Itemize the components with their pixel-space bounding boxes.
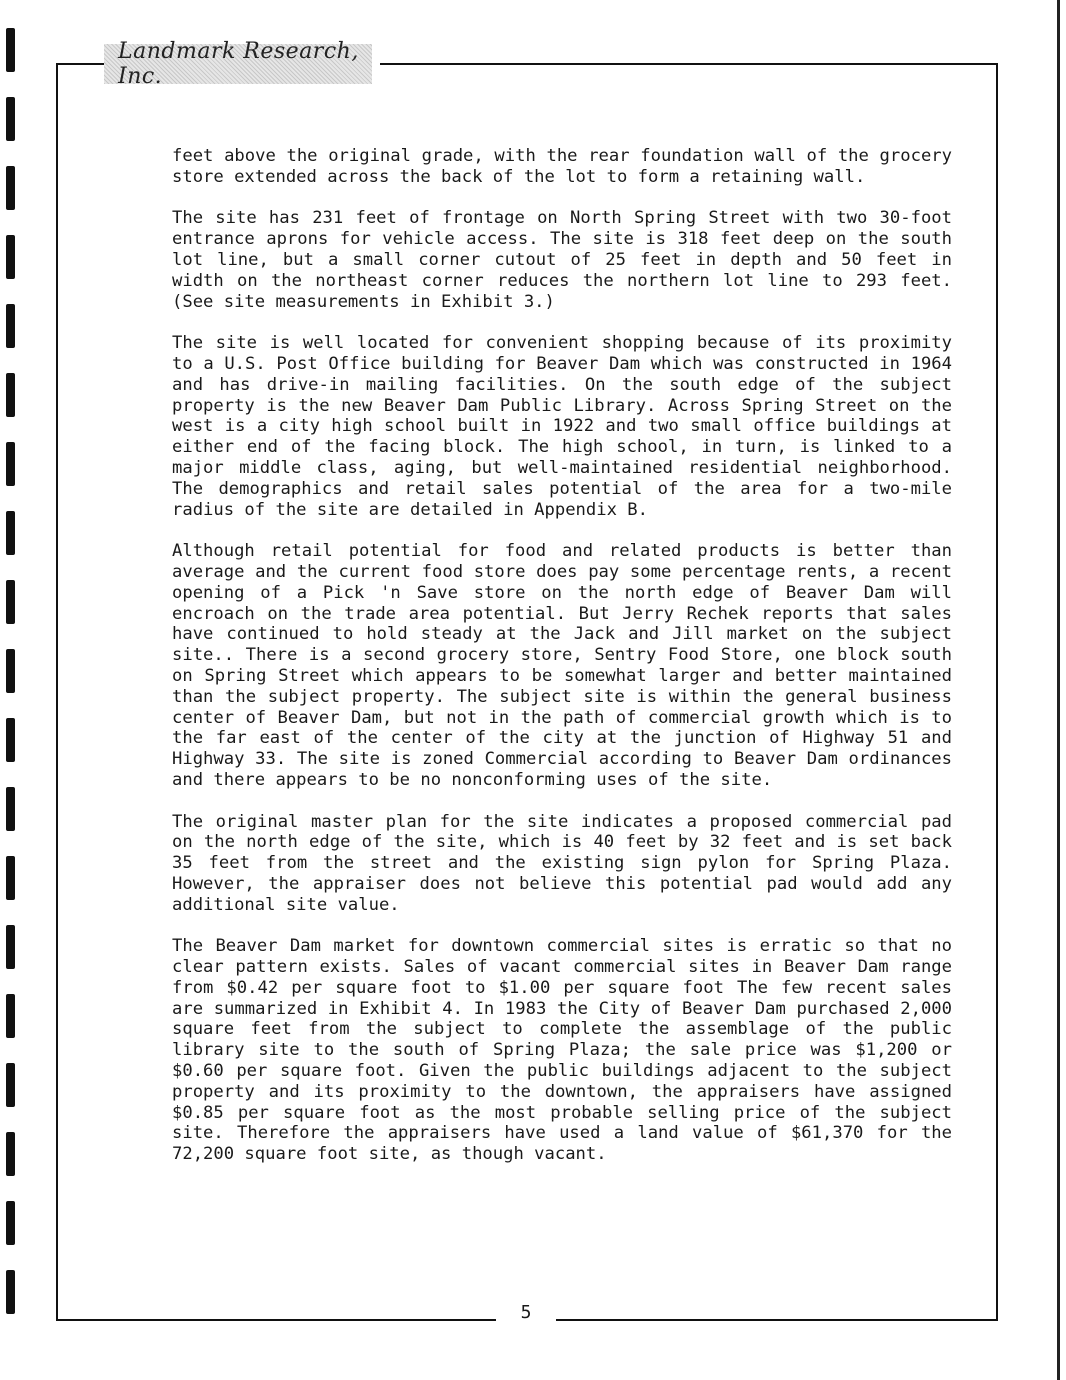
paragraph: The original master plan for the site indicates a proposed commercial pad on the north edge of the site, which is 40 feet by 32 feet and is set back 35 feet from the street and the existing sign pylon for Spring Plaza. However, the appraiser does not believe this potential pad would add any additional site value. (172, 811, 952, 915)
binding-hole-icon (6, 511, 15, 555)
binding-hole-icon (6, 97, 15, 141)
binding-hole-icon (6, 1270, 15, 1314)
binding-hole-icon (6, 1201, 15, 1245)
paragraph: The site has 231 feet of frontage on North Spring Street with two 30-foot entrance aprons for vehicle access. The site is 318 feet deep on the south lot line, but a small corner cutout of 25 feet in depth and 50 feet in width on the northeast corner reduces the northern lot line to 293 feet. (See site measurements in Exhibit 3.) (172, 208, 952, 312)
binding-hole-icon (6, 787, 15, 831)
paragraph: The site is well located for convenient shopping because of its proximity to a U.S. Post Office building for Beaver Dam which was constructed in 1964 and has drive-in mailing facilities. On the south edge of the subject property is the new Beaver Dam Public Library. Across Spring Street on the west is a city high school built in 1922 and two small office buildings at either end of the facing block. The high school, in turn, is linked to a major middle class, aging, but well-maintained residential neighborhood. The demographics and retail sales potential of the area for a two-mile radius of the site are detailed in Appendix B. (172, 333, 952, 520)
frame-border (56, 1319, 496, 1321)
binding-hole-icon (6, 580, 15, 624)
page-edge (1057, 0, 1060, 1380)
report-body (172, 146, 952, 1186)
binding-hole-icon (6, 649, 15, 693)
paragraph: Although retail potential for food and related products is better than average and the current food store does pay some percentage rents, a recent opening of a Pick 'n Save store on the north edge of Beaver Dam will encroach on the trade area potential. But Jerry Rechek reports that sales have continued to hold steady at the Jack and Jill market on the subject site.. There is a second grocery store, Sentry Food Store, one block south on Spring Street which appears to be somewhat larger and better maintained than the subject property. The subject site is within the general business center of Beaver Dam, but not in the path of commercial growth which is to the far east of the center of the city at the junction of Highway 51 and Highway 33. The site is zoned Commercial according to Beaver Dam ordinances and there appears to be no nonconforming uses of the site. (172, 541, 952, 790)
page-number: 5 (520, 1302, 532, 1323)
spiral-binding (0, 0, 20, 1380)
frame-border (556, 1319, 998, 1321)
binding-hole-icon (6, 28, 15, 72)
frame-border (56, 63, 106, 65)
frame-border (996, 63, 998, 1321)
paragraph: The Beaver Dam market for downtown commercial sites is erratic so that no clear pattern exists. Sales of vacant commercial sites in Beaver Dam range from $0.42 per square foot to $1.00 per square foot The few recent sales are summarized in Exhibit 4. In 1983 the City of Beaver Dam purchased 2,000 square feet from the subject to complete the assemblage of the public library site to the south of Spring Plaza; the sale price was $1,200 or $0.60 per square foot. Given the public buildings adjacent to the subject property and its proximity to the downtown, the appraisers have assigned $0.85 per square foot as the most probable selling price of the subject site. Therefore the appraisers have used a land value of $61,370 for the 72,200 square foot site, as though vacant. (172, 936, 952, 1165)
binding-hole-icon (6, 235, 15, 279)
binding-hole-icon (6, 442, 15, 486)
binding-hole-icon (6, 166, 15, 210)
company-name: Landmark Research, Inc. (118, 39, 359, 89)
company-logo (104, 39, 372, 89)
binding-hole-icon (6, 856, 15, 900)
paragraph: feet above the original grade, with the rear foundation wall of the grocery store extended across the back of the lot to form a retaining wall. (172, 146, 952, 187)
binding-hole-icon (6, 994, 15, 1038)
binding-hole-icon (6, 925, 15, 969)
binding-hole-icon (6, 1132, 15, 1176)
binding-hole-icon (6, 373, 15, 417)
binding-hole-icon (6, 304, 15, 348)
binding-hole-icon (6, 718, 15, 762)
frame-border (380, 63, 998, 65)
binding-hole-icon (6, 1063, 15, 1107)
frame-border (56, 63, 58, 1321)
